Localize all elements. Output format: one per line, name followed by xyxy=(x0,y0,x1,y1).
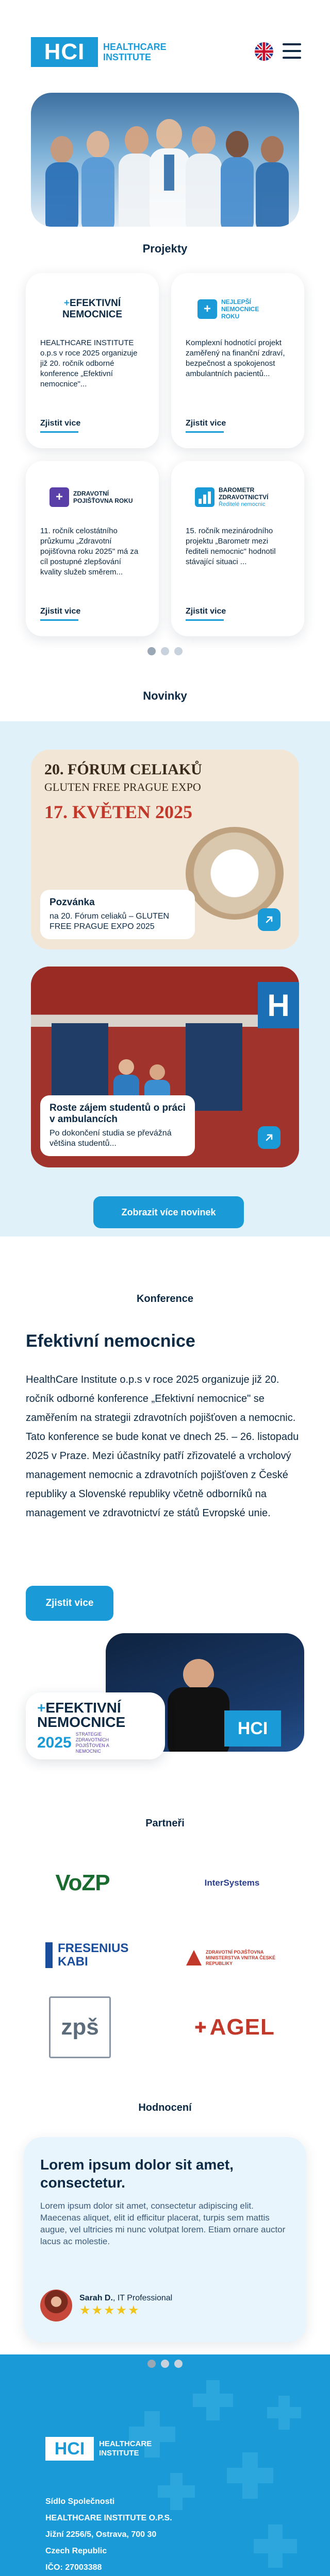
logo-mark: HCI xyxy=(31,37,98,67)
project-card[interactable] xyxy=(171,461,304,636)
footer-line: Jižní 2256/5, Ostrava, 700 30 xyxy=(45,2530,157,2539)
carousel-dot[interactable] xyxy=(174,2360,183,2368)
testimonials-carousel-dots xyxy=(0,2360,330,2368)
carousel-dot[interactable] xyxy=(174,647,183,655)
logo-line-2: INSTITUTE xyxy=(103,52,151,62)
carousel-dot[interactable] xyxy=(147,2360,156,2368)
hospital-sign: H xyxy=(258,982,299,1028)
conference-title: Konference xyxy=(136,1293,194,1304)
poster-subtitle: GLUTEN FREE PRAGUE EXPO xyxy=(44,781,201,793)
news-card-text: Po dokončení studia se převážná většina studentů... xyxy=(50,1129,172,1148)
testimonial-author: Sarah D., IT Professional ★★★★★ xyxy=(40,2290,172,2321)
carousel-dot[interactable] xyxy=(161,647,169,655)
poster-title: 20. FÓRUM CELIAKŮ xyxy=(44,761,202,778)
news-title: Novinky xyxy=(143,689,187,702)
project-card-description: Komplexní hodnotící projekt zaměřený na finanční zdraví, bezpečnost a spokojenost ambulantních pacientů... xyxy=(186,338,285,378)
news-card-label xyxy=(40,1095,195,1156)
footer-logo[interactable]: HCI HEALTHCARE INSTITUTE xyxy=(45,2437,152,2461)
conference-heading: Efektivní nemocnice xyxy=(26,1331,195,1351)
project-card-link[interactable]: Zjistit vice xyxy=(40,607,80,621)
news-card-arrow-icon[interactable] xyxy=(258,908,280,931)
footer-line: HEALTHCARE INSTITUTE O.P.S. xyxy=(45,2514,172,2522)
efektivni-nemocnice-logo: +EFEKTIVNÍ NEMOCNICE xyxy=(62,298,123,320)
news-card[interactable] xyxy=(31,967,299,1167)
logo-line-1: HEALTHCARE xyxy=(103,42,167,52)
carousel-dot[interactable] xyxy=(147,647,156,655)
site-logo[interactable] xyxy=(31,37,167,67)
testimonials-title: Hodnocení xyxy=(138,2102,192,2113)
poster-food-image xyxy=(186,827,284,920)
nejlepsi-nemocnice-logo: + NEJLEPŠÍ NEMOCNICE ROKU xyxy=(186,289,290,330)
news-card[interactable] xyxy=(31,750,299,950)
partner-logo-intersystems[interactable]: InterSystems xyxy=(204,1878,260,1888)
project-card[interactable] xyxy=(26,461,159,636)
partner-logo-vozp[interactable]: VoZP xyxy=(55,1870,110,1895)
project-card-link[interactable]: Zjistit vice xyxy=(186,419,226,433)
show-more-news-button[interactable]: Zobrazit více novinek xyxy=(93,1196,244,1228)
partners-title: Partneři xyxy=(145,1818,185,1829)
rating-stars-icon: ★★★★★ xyxy=(79,2303,140,2317)
footer-line: Sídlo Společnosti xyxy=(45,2497,115,2506)
efektivni-nemocnice-badge: +EFEKTIVNÍ NEMOCNICE 2025 STRATEGIE ZDRAVOTNÍCH POJIŠŤOVEN A NEMOCNIC xyxy=(26,1692,165,1759)
news-card-title: Roste zájem studentů o práci v ambulancích xyxy=(50,1103,186,1125)
language-flag-icon[interactable] xyxy=(255,42,273,61)
hero-image xyxy=(31,93,299,227)
project-card[interactable] xyxy=(171,273,304,448)
news-card-text: na 20. Fórum celiaků – GLUTEN FREE PRAGUE EXPO 2025 xyxy=(50,912,170,931)
conference-text: HealthCare Institute o.p.s v roce 2025 organizuje již 20. ročník odborné konference „Efektivní nemocnice" se zaměřením na strategii zdravotních pojišťoven a nemocnic. Tato konference se bude konat ve dnech 25. – 26. listopadu 2025 v Praze. Mezi účastníky patří zřizovatelé a vrcholový management nemocnic a zdravotních pojišťoven z České republiky a Slovenské republiky včetně odborníků na management ve zdravotnictví ze států Evropské unie. xyxy=(26,1374,299,1519)
site-header xyxy=(0,0,330,93)
menu-hamburger-icon[interactable] xyxy=(283,43,301,59)
footer-line: IČO: 27003388 xyxy=(45,2563,102,2572)
conference-button[interactable]: Zjistit vice xyxy=(26,1586,113,1621)
partner-logo-agel[interactable]: ✚ AGEL xyxy=(194,2014,275,2040)
footer-line: Czech Republic xyxy=(45,2547,107,2555)
partner-logo-zps[interactable]: zpš xyxy=(44,1994,116,2061)
barometr-logo: BAROMETR ZDRAVOTNICTVÍ Ředitelé nemocnic xyxy=(186,477,290,518)
poster-date: 17. KVĚTEN 2025 xyxy=(44,802,193,822)
projects-title: Projekty xyxy=(142,242,188,255)
site-footer xyxy=(0,2354,330,2576)
projects-carousel-dots xyxy=(0,647,330,655)
testimonial-card xyxy=(24,2137,306,2342)
news-card-title: Pozvánka xyxy=(50,897,95,908)
author-name: Sarah D. xyxy=(79,2293,113,2302)
news-card-arrow-icon[interactable] xyxy=(258,1126,280,1149)
project-card[interactable] xyxy=(26,273,159,448)
partner-logo-fresenius[interactable]: FRESENIUS KABI xyxy=(31,1937,134,1973)
zdravotni-pojistovna-logo: + ZDRAVOTNÍ POJIŠŤOVNA ROKU xyxy=(40,477,144,518)
footer-address xyxy=(45,2494,294,2576)
project-card-description: HEALTHCARE INSTITUTE o.p.s v roce 2025 organizuje již 20. ročník odborné konference „Efektivní nemocnice"... xyxy=(40,338,138,388)
podium-logo: HCI xyxy=(224,1710,281,1747)
partner-logo-zpmv[interactable]: ZDRAVOTNÍ POJIŠŤOVNA MINISTERSTVA VNITRA ČESKÉ REPUBLIKY xyxy=(180,1942,289,1973)
news-card-label xyxy=(40,890,195,939)
testimonial-text: Lorem ipsum dolor sit amet, consectetur adipiscing elit. Maecenas aliquet, elit id efficitur placerat, turpis sem mattis augue, vel ultricies mi nunc volutpat lorem. Etiam ornare auctor lacus ac molestie. xyxy=(40,2201,286,2246)
project-card-description: 15. ročník mezinárodního projektu „Barometr mezi řediteli nemocnic" hodnotil stávající situaci ... xyxy=(186,527,276,566)
project-card-link[interactable]: Zjistit vice xyxy=(40,419,80,433)
project-card-description: 11. ročník celostátního průzkumu „Zdravotní pojišťovna roku 2025" má za cíl postupné zlepšování kvality služeb směrem... xyxy=(40,527,139,577)
carousel-dot[interactable] xyxy=(161,2360,169,2368)
project-card-link[interactable]: Zjistit vice xyxy=(186,607,226,621)
author-role: IT Professional xyxy=(117,2293,173,2302)
testimonial-heading: Lorem ipsum dolor sit amet, consectetur. xyxy=(40,2157,234,2191)
avatar xyxy=(40,2290,72,2321)
